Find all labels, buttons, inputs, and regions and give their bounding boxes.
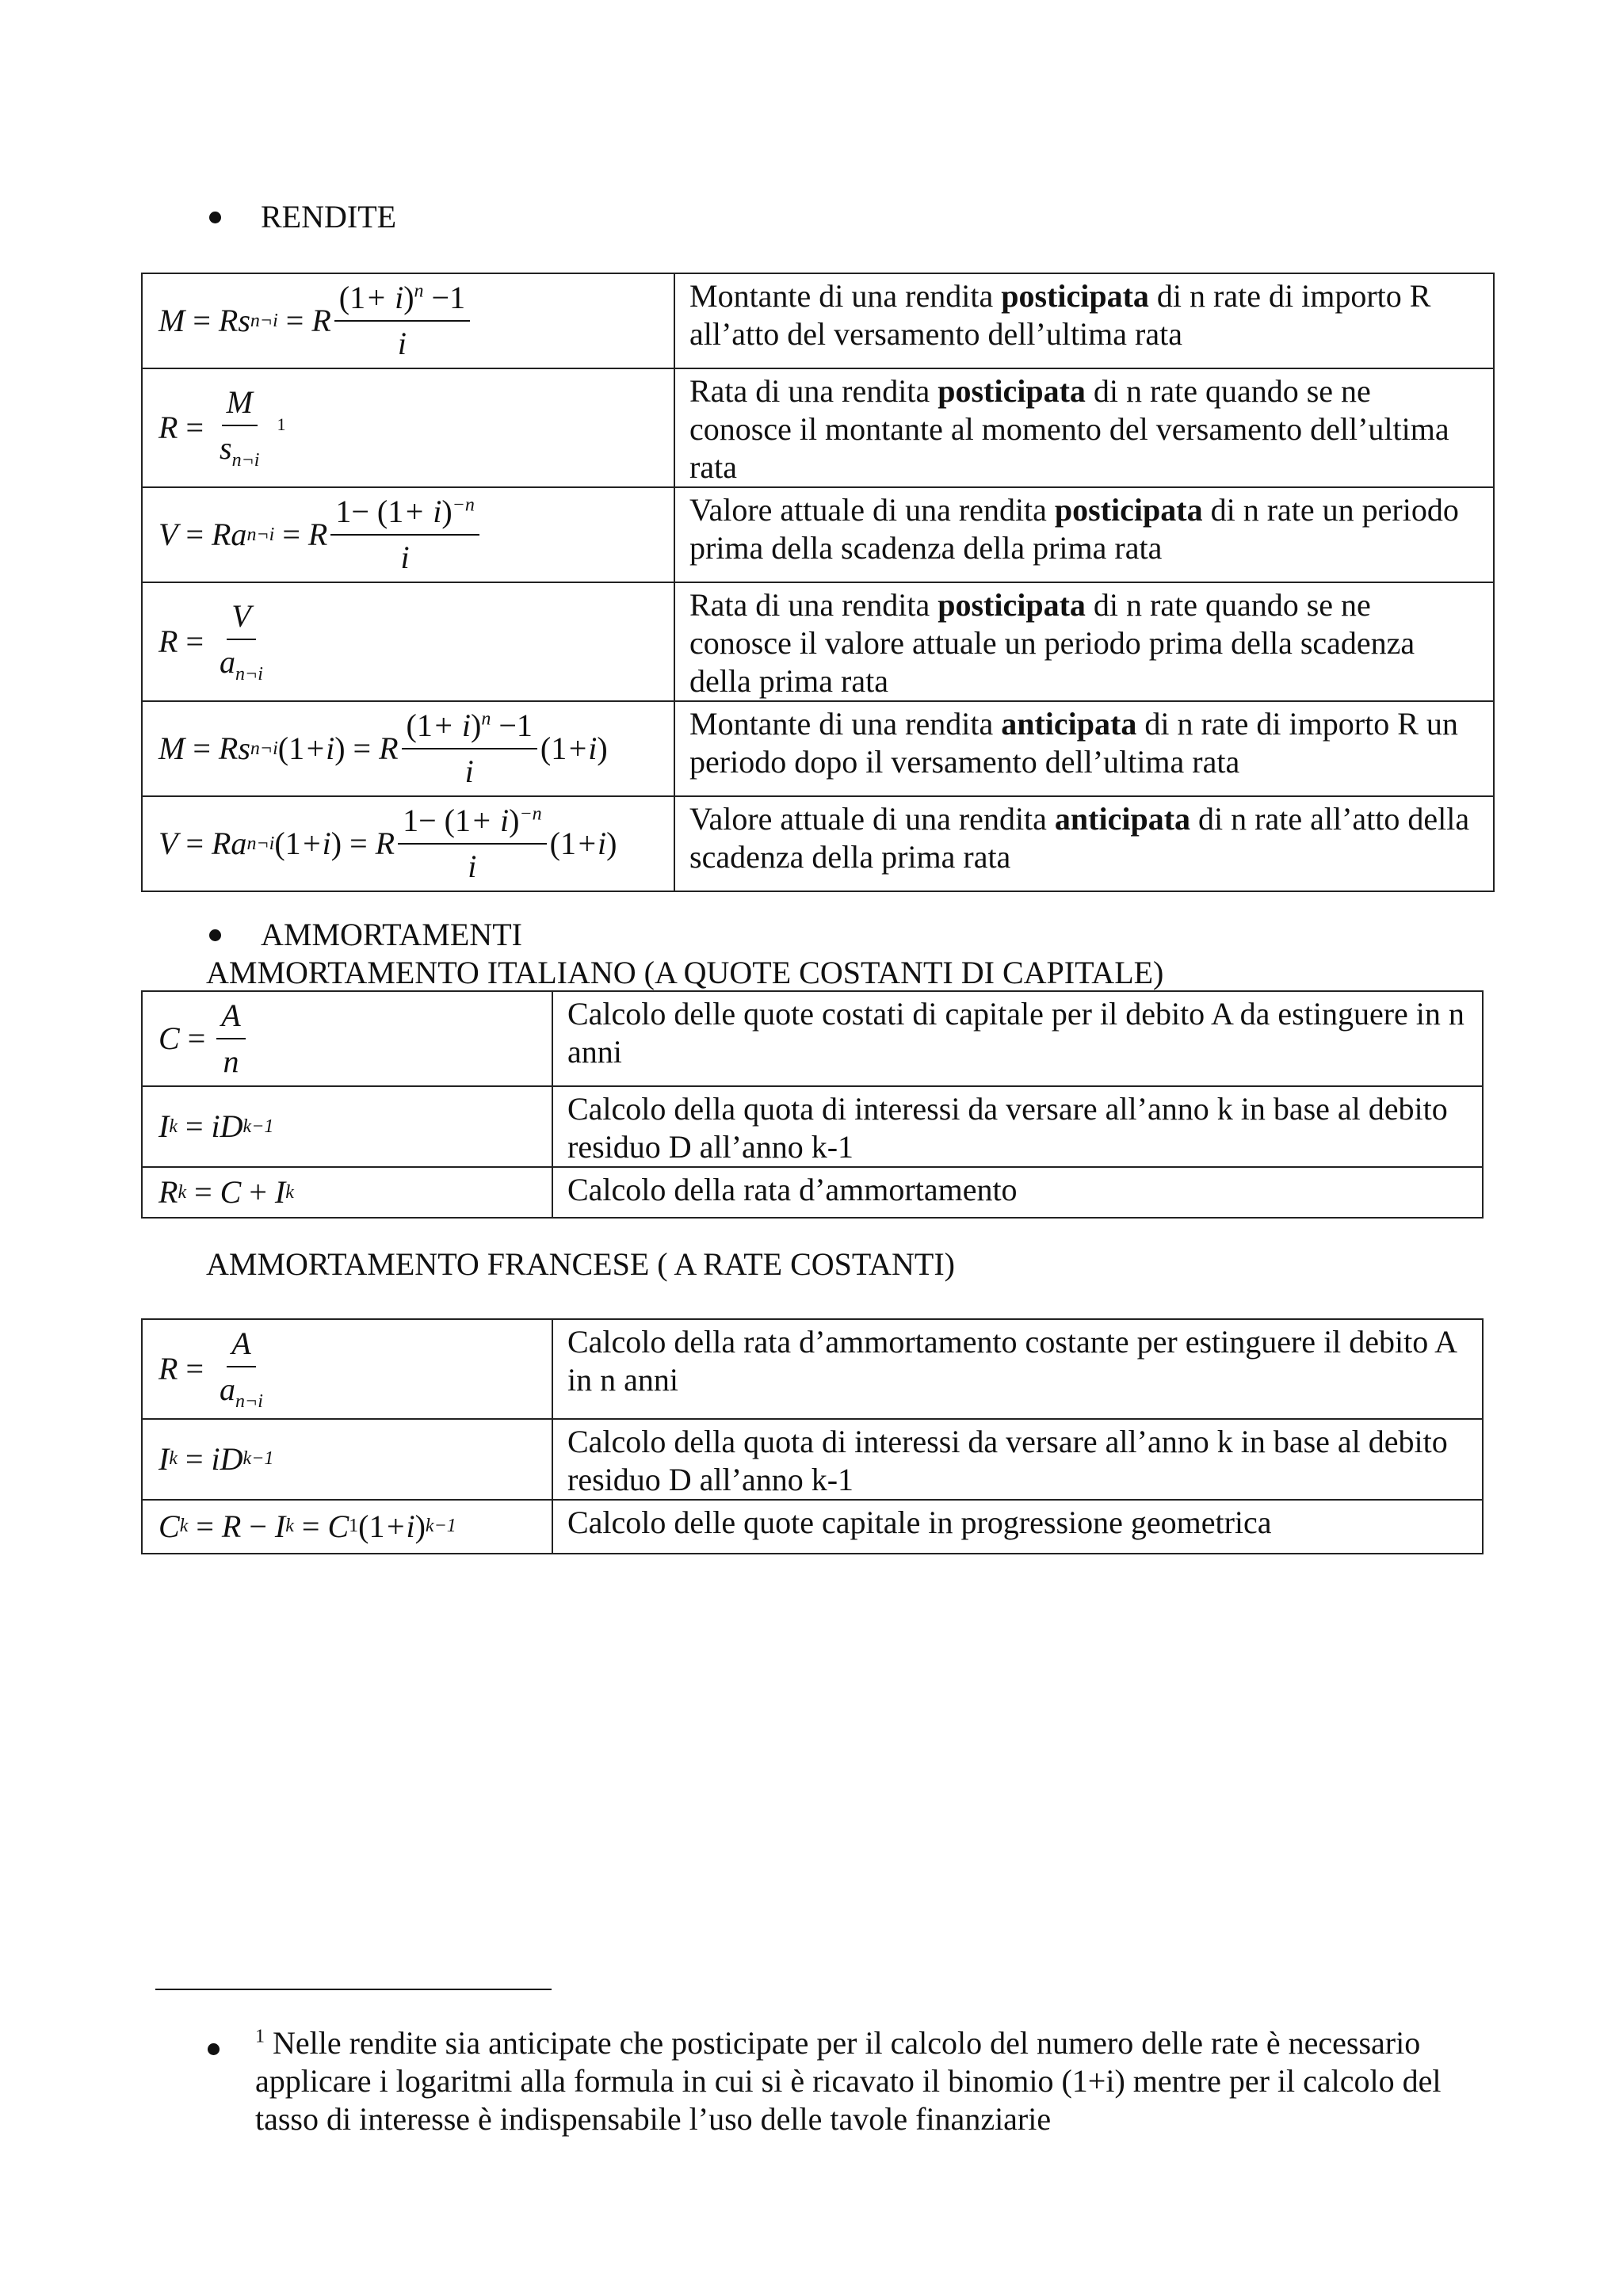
formula-montante-anticipata: M = Rs n¬i (1 + i ) = R $\frac{(1+ i)^n -1}{i}$ (1 + i ): [158, 707, 608, 789]
formula-cell: [142, 582, 674, 701]
table-row: [142, 796, 1494, 891]
formula-valore-attuale-posticipata: V = Ra n¬i = R $\frac{1- (1+ i)^{-n}}{i}$: [158, 493, 483, 577]
formula-rata-ammortamento: R k = C + I k: [158, 1174, 294, 1210]
table-row: [142, 1319, 1483, 1419]
table-row: [142, 701, 1494, 796]
formula-cell: [142, 1419, 552, 1500]
rendite-table: [141, 273, 1495, 892]
formula-rata-costante: R = $\frac{A}{a_{n\neg i}}$: [158, 1325, 263, 1412]
footnote-body: Nelle rendite sia anticipate che posticipate per il calcolo del numero delle rate è necessario applicare i logaritmi alla formula in cui si è ricavato il binomio (1+i) mentre per il calcolo del tasso di interesse è indispensabile l’uso delle tavole finanziarie: [255, 2025, 1442, 2137]
description-cell: Montante di una rendita anticipata di n rate di importo R un periodo dopo il versamento dell’ultima rata: [674, 701, 1494, 796]
description-cell: Montante di una rendita posticipata di n rate di importo R all’atto del versamento dell’ultima rata: [674, 273, 1494, 368]
formula-montante-posticipata: M = Rs n¬i = R $\frac{(1+ i)^n -1}{i}$: [158, 279, 473, 363]
footnote: [208, 2024, 1507, 2138]
formula-rata-da-valore-attuale: R = $\frac{V}{a_{n\neg i}}$: [158, 598, 263, 685]
bullet-icon: [208, 2043, 220, 2055]
footnote-separator: [155, 1989, 552, 1990]
description-cell: Valore attuale di una rendita posticipata di n rate un periodo prima della scadenza della prima rata: [674, 487, 1494, 582]
description-cell: Calcolo delle quote costati di capitale per il debito A da estinguere in n anni: [552, 991, 1483, 1086]
formula-cell: [142, 1086, 552, 1167]
bullet-icon: [209, 212, 221, 223]
description-cell: Calcolo della rata d’ammortamento: [552, 1167, 1483, 1218]
formula-cell: [142, 368, 674, 487]
footnote-text: [255, 2024, 1507, 2138]
ammortamento-francese-title: AMMORTAMENTO FRANCESE ( A RATE COSTANTI): [206, 1246, 955, 1282]
description-cell: Rata di una rendita posticipata di n rate quando se ne conosce il montante al momento del versamento dell’ultima rata: [674, 368, 1494, 487]
table-row: [142, 368, 1494, 487]
ammortamento-italiano-title: AMMORTAMENTO ITALIANO (A QUOTE COSTANTI DI CAPITALE): [206, 955, 1164, 990]
description-cell: Rata di una rendita posticipata di n rate quando se ne conosce il valore attuale un periodo prima della scadenza della prima rata: [674, 582, 1494, 701]
formula-cell: [142, 487, 674, 582]
section-heading-rendite: [209, 198, 396, 236]
table-row: [142, 1167, 1483, 1218]
formula-rata-da-montante: R = $\frac{M}{s_{n\neg i}}$ 1: [158, 384, 286, 471]
description-cell: Calcolo delle quote capitale in progressione geometrica: [552, 1500, 1483, 1554]
bullet-icon: [209, 929, 221, 941]
formula-valore-attuale-anticipata: V = Ra n¬i (1 + i ) = R $\frac{1- (1+ i)^{-n}}{i}$ (1 + i ): [158, 803, 617, 884]
formula-cell: [142, 1319, 552, 1419]
table-row: [142, 1500, 1483, 1554]
formula-cell: [142, 991, 552, 1086]
formula-cell: [142, 701, 674, 796]
description-cell: Calcolo della rata d’ammortamento costante per estinguere il debito A in n anni: [552, 1319, 1483, 1419]
description-cell: Calcolo della quota di interessi da versare all’anno k in base al debito residuo D all’anno k-1: [552, 1086, 1483, 1167]
formula-cell: [142, 796, 674, 891]
heading-text: RENDITE: [261, 199, 397, 235]
table-row: [142, 1086, 1483, 1167]
table-row: [142, 991, 1483, 1086]
ammortamento-francese-table: [141, 1318, 1484, 1554]
table-row: [142, 273, 1494, 368]
formula-quota-interessi: I k = iD k−1: [158, 1108, 274, 1144]
table-row: [142, 582, 1494, 701]
formula-quota-capitale-geometrica: C k = R − I k = C 1 (1 + i ) k−1: [158, 1508, 456, 1544]
formula-cell: [142, 1167, 552, 1218]
footnote-marker: 1: [255, 2026, 265, 2047]
section-heading-ammortamenti: [209, 916, 522, 954]
table-row: [142, 487, 1494, 582]
description-cell: Calcolo della quota di interessi da versare all’anno k in base al debito residuo D all’anno k-1: [552, 1419, 1483, 1500]
formula-quota-interessi: I k = iD k−1: [158, 1440, 274, 1477]
formula-cell: [142, 1500, 552, 1554]
formula-quota-capitale: C = $\frac{A}{n}$: [158, 997, 249, 1081]
table-row: [142, 1419, 1483, 1500]
formula-cell: [142, 273, 674, 368]
ammortamento-italiano-table: [141, 990, 1484, 1219]
heading-text: AMMORTAMENTI: [261, 917, 522, 952]
description-cell: Valore attuale di una rendita anticipata di n rate all’atto della scadenza della prima rata: [674, 796, 1494, 891]
footnote-reference: 1: [277, 414, 286, 434]
